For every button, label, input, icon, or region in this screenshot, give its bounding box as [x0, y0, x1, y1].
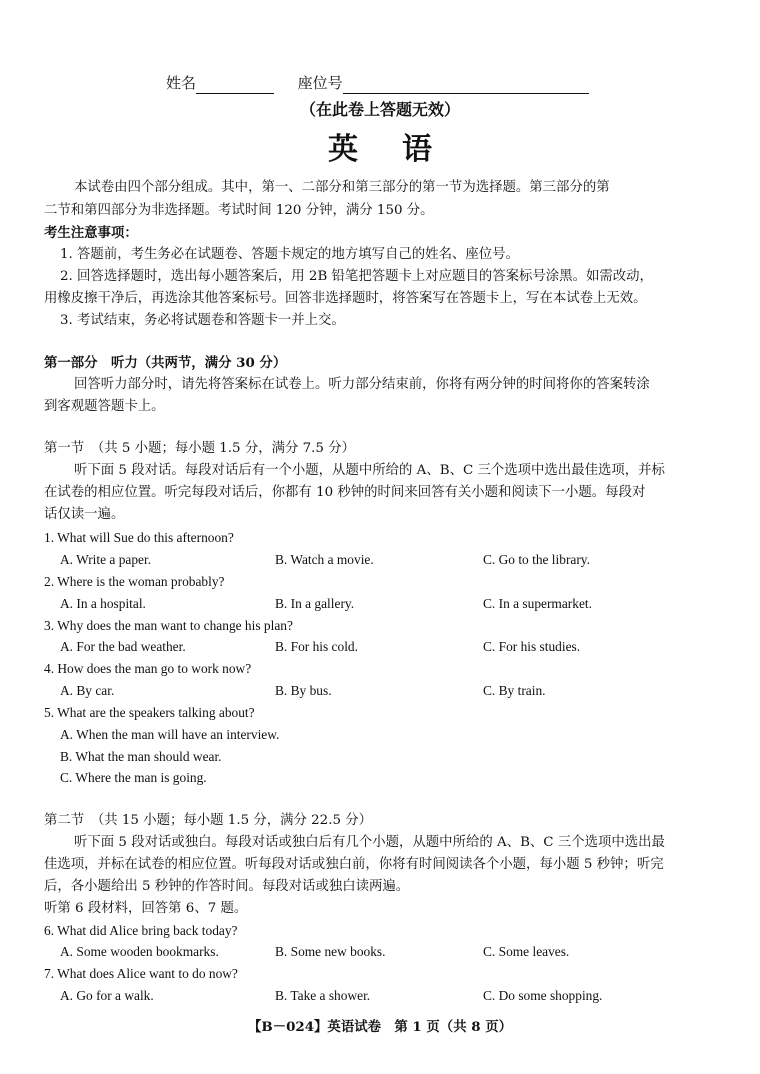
section1-heading: 第一节 （共 5 小题；每小题 1.5 分，满分 7.5 分）	[44, 441, 355, 456]
intro-line: 二节和第四部分为非选择题。考试时间 120 分钟，满分 150 分。	[44, 203, 434, 218]
question: 5. What are the speakers talking about?	[44, 705, 255, 720]
option-b: B. In a gallery.	[275, 596, 355, 611]
page-title: 英语	[328, 132, 476, 167]
option-b: B. For his cold.	[275, 639, 358, 654]
question: 7. What does Alice want to do now?	[44, 966, 238, 981]
question: 2. Where is the woman probably?	[44, 574, 225, 589]
question: 4. How does the man go to work now?	[44, 661, 252, 676]
option-a: A. Some wooden bookmarks.	[60, 944, 219, 959]
option-a: A. By car.	[60, 683, 115, 698]
option-c: C. Do some shopping.	[483, 988, 603, 1003]
option-c: C. For his studies.	[483, 639, 581, 654]
name-label: 姓名	[166, 74, 197, 92]
section2-desc: 后，各小题给出 5 秒钟的作答时间。每段对话或独白读两遍。	[44, 879, 410, 894]
seat-label: 座位号	[297, 74, 343, 92]
section2-heading: 第二节 （共 15 小题；每小题 1.5 分，满分 22.5 分）	[44, 813, 373, 828]
part1-heading: 第一部分 听力（共两节，满分 30 分）	[44, 355, 287, 371]
note-item: 2. 回答选择题时，选出每小题答案后，用 2B 铅笔把答题卡上对应题目的答案标号涂黑。如需改动，	[60, 269, 653, 284]
question: 6. What did Alice bring back today?	[44, 923, 238, 938]
page-footer: 【B－024】英语试卷 第 1 页（共 8 页）	[247, 1019, 513, 1035]
note-item: 用橡皮擦干净后，再选涂其他答案标号。回答非选择题时，将答案写在答题卡上，写在本试卷上无效。	[44, 291, 647, 306]
option-b: B. Take a shower.	[275, 988, 371, 1003]
section1-desc: 听下面 5 段对话。每段对话后有一个小题，从题中所给的 A、B、C 三个选项中选出最佳选项，并标	[74, 463, 665, 478]
option-c: C. Go to the library.	[483, 552, 590, 567]
section1-desc: 在试卷的相应位置。听完每段对话后，你都有 10 秒钟的时间来回答有关小题和阅读下一小题。每段对	[44, 485, 646, 500]
section2-material: 听第 6 段材料，回答第 6、7 题。	[44, 901, 248, 916]
option-c: C. In a supermarket.	[483, 596, 592, 611]
part1-desc: 回答听力部分时，请先将答案标在试卷上。听力部分结束前，你将有两分钟的时间将你的答案转涂	[74, 377, 650, 392]
option-a: A. When the man will have an interview.	[60, 727, 280, 742]
option-c: C. Some leaves.	[483, 944, 570, 959]
name-blank	[196, 76, 274, 94]
option-b: B. What the man should wear.	[60, 749, 222, 764]
option-a: A. For the bad weather.	[60, 639, 186, 654]
part1-desc: 到客观题答题卡上。	[44, 399, 165, 414]
option-c: C. Where the man is going.	[60, 770, 207, 785]
option-a: A. Go for a walk.	[60, 988, 154, 1003]
note-item: 1. 答题前，考生务必在试题卷、答题卡规定的地方填写自己的姓名、座位号。	[60, 247, 519, 262]
seat-blank	[343, 76, 589, 94]
section1-desc: 话仅读一遍。	[44, 507, 125, 522]
intro-line: 本试卷由四个部分组成。其中，第一、二部分和第三部分的第一节为选择题。第三部分的第	[74, 180, 610, 195]
option-a: A. Write a paper.	[60, 552, 152, 567]
option-b: B. Watch a movie.	[275, 552, 374, 567]
notes-heading: 考生注意事项：	[44, 225, 138, 241]
option-b: B. Some new books.	[275, 944, 386, 959]
option-a: A. In a hospital.	[60, 596, 146, 611]
option-b: B. By bus.	[275, 683, 332, 698]
section2-desc: 听下面 5 段对话或独白。每段对话或独白后有几个小题，从题中所给的 A、B、C 三个选项中选出最	[74, 835, 665, 850]
exam-header	[166, 72, 589, 94]
question: 3. Why does the man want to change his plan?	[44, 618, 293, 633]
note-item: 3. 考试结束，务必将试题卷和答题卡一并上交。	[60, 313, 345, 328]
section2-desc: 佳选项，并标在试卷的相应位置。听每段对话或独白前，你将有时间阅读各个小题，每小题 5 秒钟；听完	[44, 857, 664, 872]
option-c: C. By train.	[483, 683, 546, 698]
notice: （在此卷上答题无效）	[299, 100, 460, 119]
question: 1. What will Sue do this afternoon?	[44, 530, 234, 545]
